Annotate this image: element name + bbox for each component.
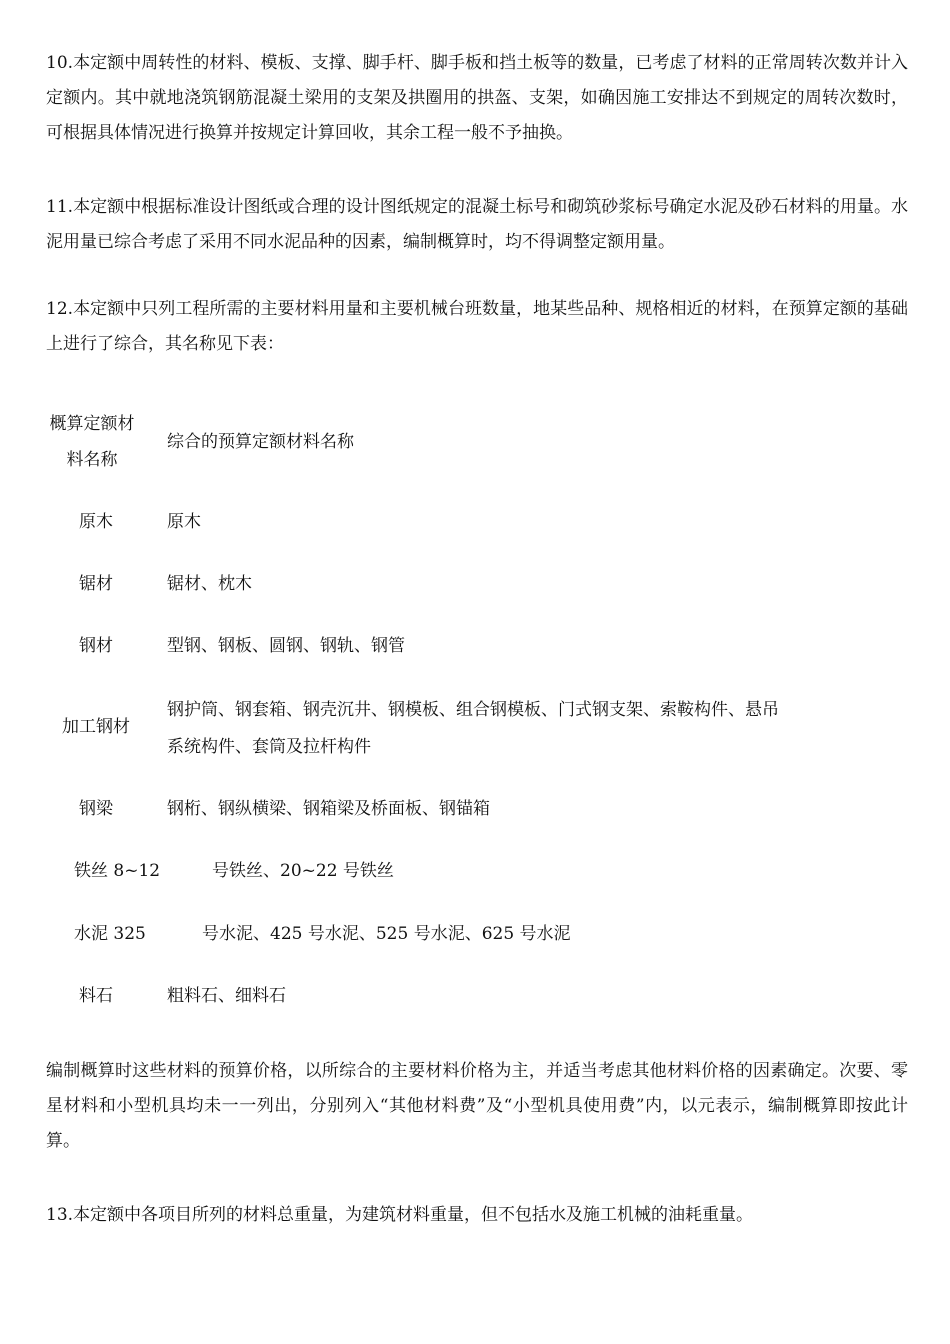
table-cell-concept-material: 钢材: [79, 636, 113, 656]
paragraph-10: 10.本定额中周转性的材料、模板、支撑、脚手杆、脚手板和挡土板等的数量，已考虑了材料的正常周转次数并计入定额内。其中就地浇筑钢筋混凝土梁用的支架及拱圈用的拱盔、支架，如确因施工安排达不到规定的周转次数时，可根据具体情况进行换算并按规定计算回收，其余工程一般不予抽换。: [46, 53, 908, 143]
table-cell-concept-material: 料石: [79, 986, 113, 1006]
paragraph-11: 11.本定额中根据标准设计图纸或合理的设计图纸规定的混凝土标号和砌筑砂浆标号确定水泥及砂石材料的用量。水泥用量已综合考虑了采用不同水泥品种的因素，编制概算时，均不得调整定额用量。: [46, 197, 908, 252]
table-cell-budget-materials: 钢桁、钢纵横梁、钢箱梁及桥面板、钢锚箱: [167, 799, 490, 819]
table-cell-concept-material: 锯材: [79, 574, 113, 594]
table-cell-concept-material: 原木: [79, 512, 113, 532]
paragraph-13: 13.本定额中各项目所列的材料总重量，为建筑材料重量，但不包括水及施工机械的油耗重量。: [46, 1205, 754, 1225]
table-cell-concept-material: 水泥 325: [74, 924, 146, 944]
table-cell-budget-materials: 型钢、钢板、圆钢、钢轨、钢管: [167, 636, 405, 656]
table-cell-budget-materials: 锯材、枕木: [167, 574, 252, 594]
table-cell-concept-material: 钢梁: [79, 799, 113, 819]
pricing-note-paragraph: 编制概算时这些材料的预算价格，以所综合的主要材料价格为主，并适当考虑其他材料价格的因素确定。次要、零星材料和小型机具均未一一列出，分别列入“其他材料费”及“小型机具使用费”内，以元表示，编制概算即按此计算。: [46, 1061, 908, 1151]
paragraph-12: 12.本定额中只列工程所需的主要材料用量和主要机械台班数量，地某些品种、规格相近的材料，在预算定额的基础上进行了综合，其名称见下表：: [46, 299, 908, 354]
table-cell-budget-materials: 粗料石、细料石: [167, 986, 286, 1006]
table-header-col-b: 综合的预算定额材料名称: [167, 432, 354, 452]
table-cell-budget-materials: 号水泥、425 号水泥、525 号水泥、625 号水泥: [202, 924, 571, 944]
table-cell-concept-material: 铁丝 8~12: [74, 861, 161, 881]
table-cell-budget-materials: 钢护筒、钢套箱、钢壳沉井、钢模板、组合钢模板、门式钢支架、索鞍构件、悬吊系统构件、套筒及拉杆构件: [167, 700, 779, 757]
table-header-col-a: 概算定额材料名称: [49, 414, 135, 470]
table-cell-budget-materials: 号铁丝、20~22 号铁丝: [212, 861, 394, 881]
table-cell-budget-materials: 原木: [167, 512, 201, 532]
table-cell-concept-material: 加工钢材: [62, 717, 130, 737]
